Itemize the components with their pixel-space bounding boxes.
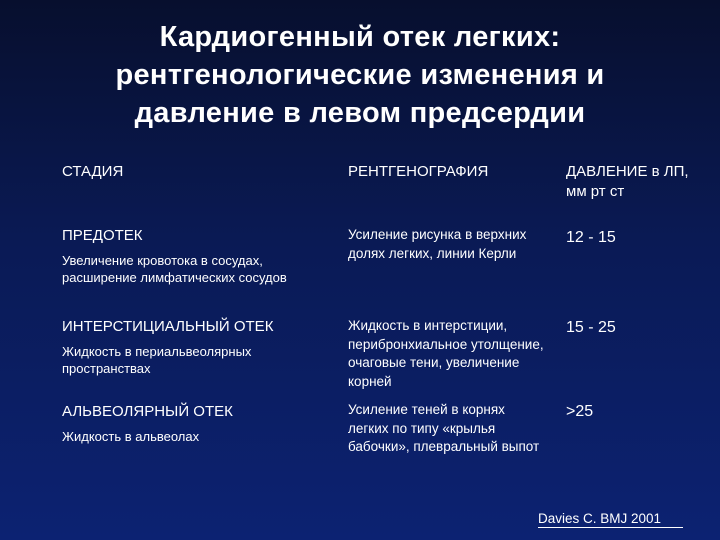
xray-findings: Усиление рисунка в верхних долях легких, линии Керли <box>348 227 527 261</box>
pressure-value: >25 <box>566 403 594 420</box>
stage-description: Жидкость в альвеолах <box>62 429 200 444</box>
slide-title-line-3: давление в левом предсердии <box>134 97 586 129</box>
table-row <box>62 317 332 377</box>
source-citation: Davies C. BMJ 2001 <box>538 511 662 526</box>
xray-findings: Жидкость в интерстиции, перибронхиальное утолщение, очаговые тени, увеличение корней <box>348 318 544 389</box>
pressure-value: 12 - 15 <box>566 229 616 246</box>
stage-name: ИНТЕРСТИЦИАЛЬНЫЙ ОТЕК <box>62 318 274 335</box>
xray-findings: Усиление теней в корнях легких по типу «крылья бабочки», плевральный выпот <box>348 402 540 454</box>
pressure-value: 15 - 25 <box>566 319 616 336</box>
source-underline <box>538 527 683 528</box>
stage-description: Жидкость в периальвеолярных пространствах <box>62 344 252 376</box>
stage-name: АЛЬВЕОЛЯРНЫЙ ОТЕК <box>62 403 233 420</box>
slide-title-line-1: Кардиогенный отек легких: <box>159 21 561 53</box>
column-header-stage: СТАДИЯ <box>62 163 124 180</box>
stage-name: ПРЕДОТЕК <box>62 227 143 244</box>
table-row <box>62 402 332 445</box>
stage-description: Увеличение кровотока в сосудах, расширение лимфатических сосудов <box>62 253 287 285</box>
column-header-pressure: ДАВЛЕНИЕ в ЛП, мм рт ст <box>566 163 689 200</box>
slide-title-line-2: рентгенологические изменения и <box>115 59 605 91</box>
column-header-xray: РЕНТГЕНОГРАФИЯ <box>348 163 489 180</box>
slide-title <box>40 18 680 132</box>
table-row <box>62 226 332 286</box>
